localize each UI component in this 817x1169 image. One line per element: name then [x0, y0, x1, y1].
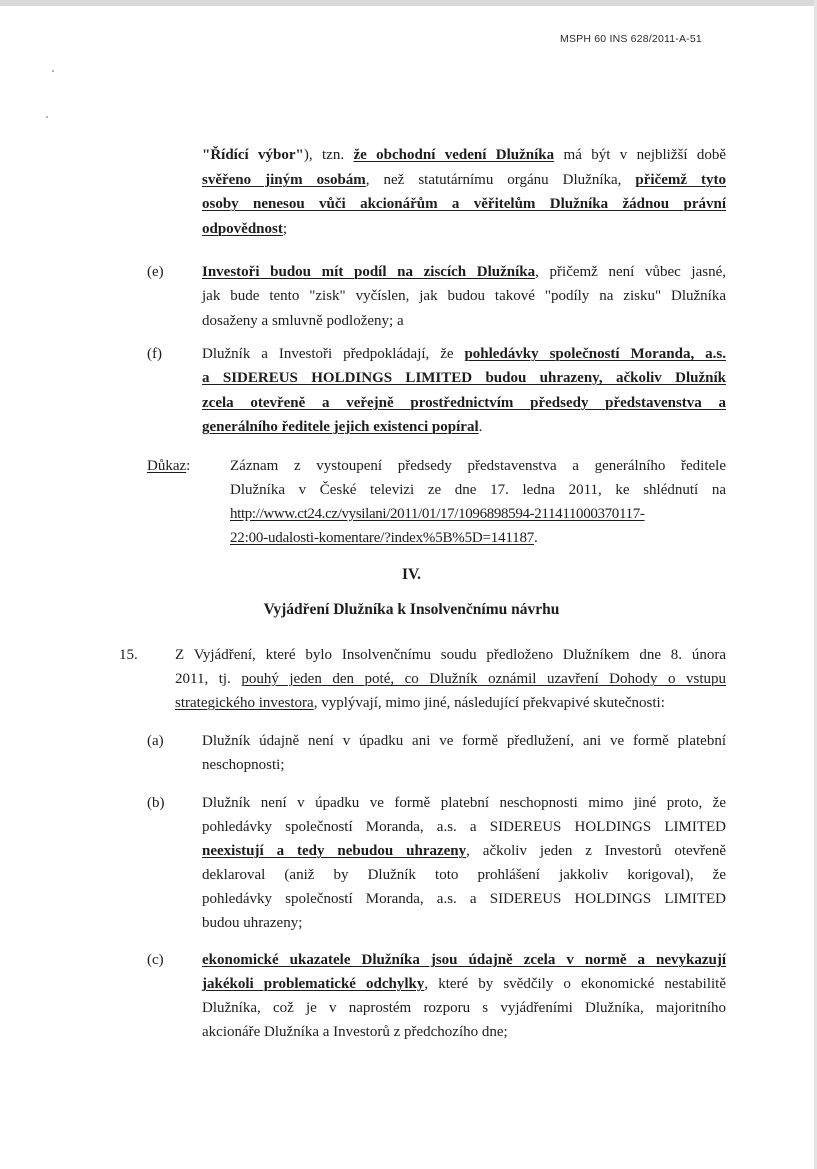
para-f-line-4: generálního ředitele jejich existenci popíral. [202, 419, 483, 435]
evidence-link-line-2[interactable]: 22:00-udalosti-komentare/?index%5B%5D=141187. [230, 530, 538, 546]
para-a-line-2: neschopnosti; [202, 757, 285, 773]
evidence-line-1: Záznam z vystoupení předsedy představenstva a generálního ředitele [230, 458, 726, 474]
document-reference: MSPH 60 INS 628/2011-A-51 [560, 33, 702, 45]
evidence-line-2: Dlužníka v České televizi ze dne 17. ledna 2011, ke shlédnutí na [230, 482, 726, 498]
para-15-line-1: Z Vyjádření, které bylo Insolvenčnímu soudu předloženo Dlužníkem dne 8. února [175, 647, 726, 663]
para-15-line-2: 2011, tj. pouhý jeden den poté, co Dlužník oznámil uzavření Dohody o vstupu [175, 671, 727, 687]
para-d-line-2: svěřeno jiným osobám, než statutárnímu orgánu Dlužníka, přičemž tyto [202, 172, 726, 188]
para-f-marker: (f) [147, 346, 162, 362]
para-d-line-3: osoby nenesou vůči akcionářům a věřitelům Dlužníka žádnou právní [202, 196, 726, 212]
para-c-marker: (c) [147, 952, 164, 968]
para-f-line-1: Dlužník a Investoři předpokládají, že pohledávky společností Moranda, a.s. [202, 346, 726, 362]
evidence-label: Důkaz: [147, 458, 191, 474]
para-e-line-2: jak bude tento "zisk" vyčíslen, jak budou takové "podíly na zisku" Dlužníka [202, 288, 726, 304]
para-c-line-4: akcionáře Dlužníka a Investorů z předchozího dne; [202, 1024, 508, 1040]
para-b-line-1: Dlužník není v úpadku ve formě platební neschopnosti mimo jiné proto, že [202, 795, 726, 811]
para-b-line-6: budou uhrazeny; [202, 915, 303, 931]
para-d-line-4: odpovědnost; [202, 221, 288, 237]
para-f-line-3: zcela otevřeně a veřejně prostřednictvím předsedy představenstva a [202, 395, 726, 411]
para-a-line-1: Dlužník údajně není v úpadku ani ve formě předlužení, ani ve formě platební [202, 733, 726, 749]
evidence-link-line-1[interactable]: http://www.ct24.cz/vysilani/2011/01/17/1096898594-211411000370117- [230, 506, 645, 522]
para-f-line-2: a SIDEREUS HOLDINGS LIMITED budou uhrazeny, ačkoliv Dlužník [202, 370, 726, 386]
scan-speck [46, 116, 48, 118]
section-title: Vyjádření Dlužníka k Insolvenčnímu návrhu [263, 601, 560, 618]
para-15-number: 15. [119, 647, 138, 663]
para-c-line-1: ekonomické ukazatele Dlužníka jsou údajně zcela v normě a nevykazují [202, 952, 726, 968]
para-b-line-5: pohledávky společností Moranda, a.s. a SIDEREUS HOLDINGS LIMITED [202, 891, 726, 907]
scan-top-edge [0, 0, 817, 6]
para-c-line-2: jakékoli problematické odchylky, které by svědčily o ekonomické nestabilitě [202, 976, 726, 992]
scan-speck [52, 70, 54, 72]
para-d-line-1: "Řídící výbor"), tzn. že obchodní vedení Dlužníka má být v nejbližší době [202, 147, 727, 163]
section-number: IV. [401, 566, 422, 583]
para-b-line-2: pohledávky společností Moranda, a.s. a SIDEREUS HOLDINGS LIMITED [202, 819, 726, 835]
para-e-line-3: dosaženy a smluvně podloženy; a [202, 313, 404, 329]
para-e-line-1: Investoři budou mít podíl na ziscích Dlužníka, přičemž není vůbec jasné, [202, 264, 726, 280]
para-e-marker: (e) [147, 264, 164, 280]
para-15-line-3: strategického investora, vyplývají, mimo jiné, následující překvapivé skutečnosti: [175, 695, 665, 711]
para-b-marker: (b) [147, 795, 165, 811]
para-b-line-4: deklaroval (aniž by Dlužník toto prohlášení jakkoliv korigoval), že [202, 867, 726, 883]
para-c-line-3: Dlužníka, což je v naprostém rozporu s vyjádřeními Dlužníka, majoritního [202, 1000, 726, 1016]
para-a-marker: (a) [147, 733, 164, 749]
para-b-line-3: neexistují a tedy nebudou uhrazeny, ačkoliv jeden z Investorů otevřeně [202, 843, 726, 859]
